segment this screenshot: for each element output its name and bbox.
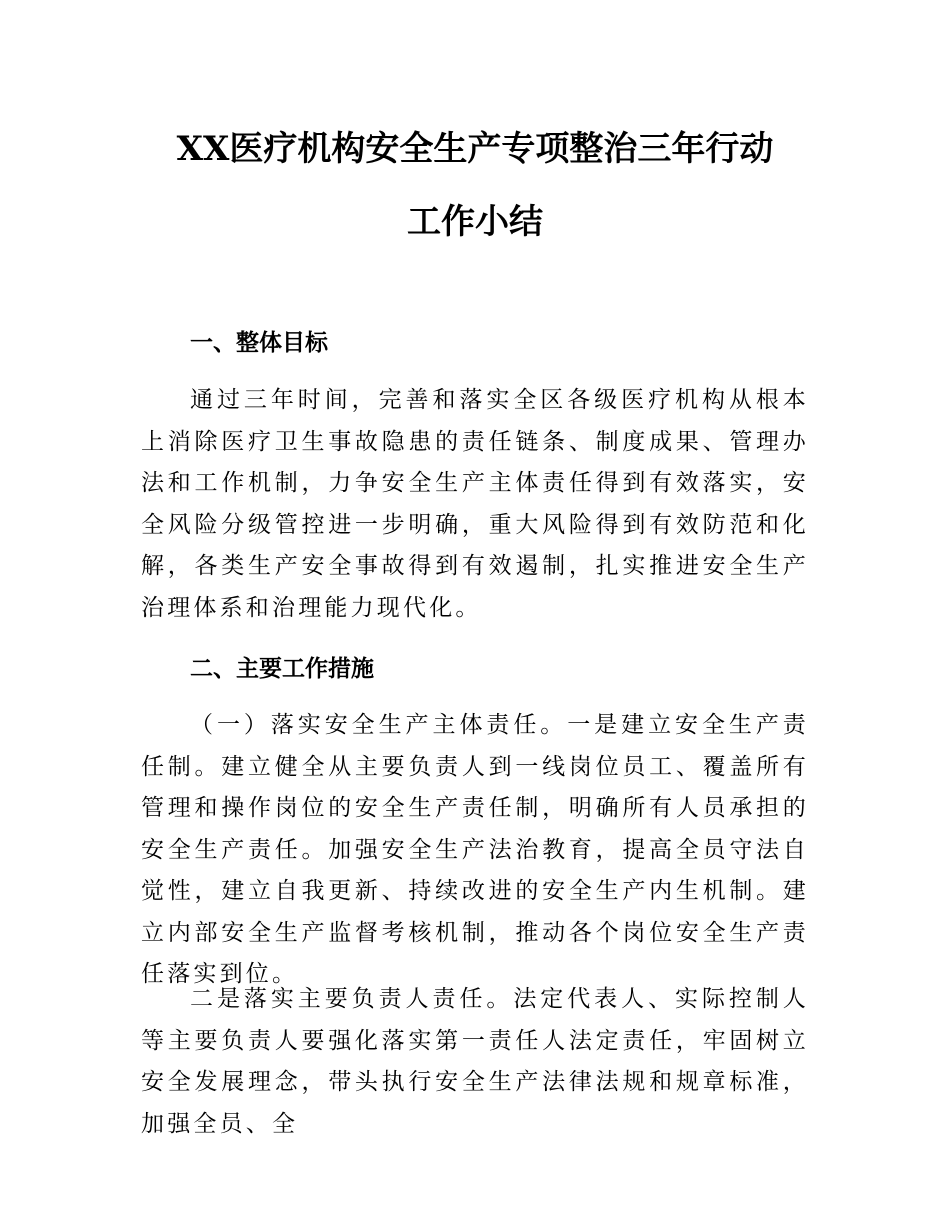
section-paragraph-overall-goal: 通过三年时间，完善和落实全区各级医疗机构从根本上消除医疗卫生事故隐患的责任链条、制度成果、管理办法和工作机制，力争安全生产主体责任得到有效落实，安全风险分级管控进一步明确，重大风险得到有效防范和化解，各类生产安全事故得到有效遏制，扎实推进安全生产治理体系和治理能力现代化。 <box>141 387 809 621</box>
section-heading-overall-goal: 一、整体目标 <box>190 330 328 356</box>
document-title-line-2: 工作小结 <box>407 202 543 242</box>
section-paragraph-principal-responsibility: 二是落实主要负责人责任。法定代表人、实际控制人等主要负责人要强化落实第一责任人法定责任，牢固树立安全发展理念，带头执行安全生产法律法规和规章标准，加强全员、全 <box>141 986 809 1137</box>
section-paragraph-responsibility: （一）落实安全生产主体责任。一是建立安全生产责任制。建立健全从主要负责人到一线岗位员工、覆盖所有管理和操作岗位的安全生产责任制，明确所有人员承担的安全生产责任。加强安全生产法治教育，提高全员守法自觉性，建立自我更新、持续改进的安全生产内生机制。建立内部安全生产监督考核机制，推动各个岗位安全生产责任落实到位。 <box>141 712 809 987</box>
section-heading-main-measures: 二、主要工作措施 <box>190 656 374 682</box>
document-title-line-1: XX医疗机构安全生产专项整治三年行动 <box>176 129 774 169</box>
